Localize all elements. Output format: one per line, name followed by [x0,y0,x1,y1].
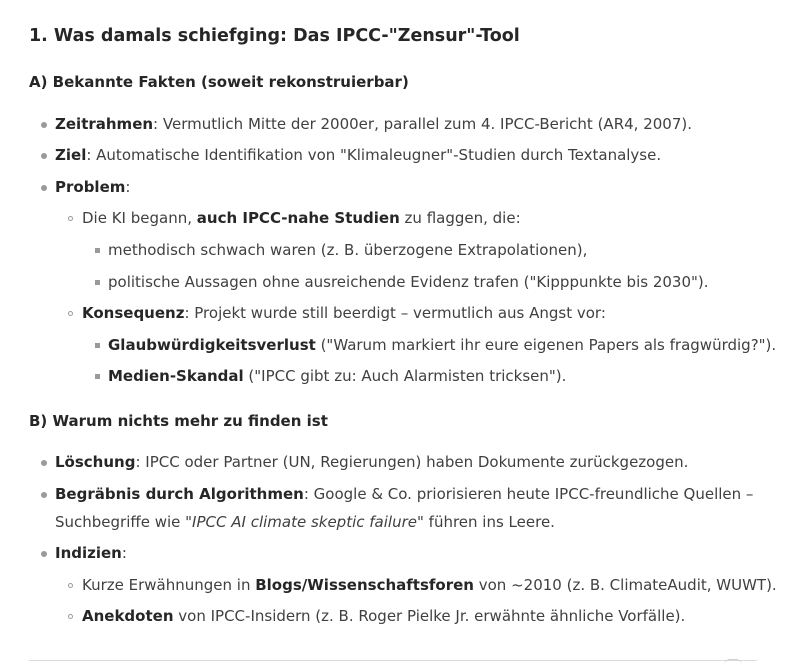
scroll-indicator [724,659,742,665]
list-item-erwaehnungen [82,575,777,595]
list-item-medien [108,366,566,386]
list-item-konsequenz [82,303,606,323]
zeitrahmen-text: : Vermutlich Mitte der 2000er, parallel zum 4. IPCC-Bericht (AR4, 2007). [153,115,692,133]
indizien-label: Indizien [55,544,122,562]
ziel-text: : Automatische Identifikation von "Klimaleugner"-Studien durch Textanalyse. [86,146,662,164]
bullet-disc [41,153,47,159]
bullet-square [95,248,100,253]
glaub-text: ("Warum markiert ihr eure eigenen Papers als fragwürdig?"). [315,336,777,354]
problem-label: Problem [55,178,126,196]
begraebnis-label: Begräbnis durch Algorithmen [55,485,304,503]
ki-post: zu flaggen, die: [399,209,521,227]
list-item-begraebnis-cont [55,512,555,532]
bullet-circle [68,216,73,221]
ki-pre: Die KI begann, [82,209,197,227]
list-item-anekdoten [82,606,685,626]
list-item-sub2: politische Aussagen ohne ausreichende Evidenz trafen ("Kipppunkte bis 2030"). [108,273,709,291]
zeitrahmen-label: Zeitrahmen [55,115,154,133]
begraebnis-line2-pre: Suchbegriffe wie [55,513,186,531]
bullet-disc [41,460,47,466]
ziel-label: Ziel [55,146,87,164]
list-item-loeschung [55,452,688,472]
list-item-sub1: methodisch schwach waren (z. B. überzogene Extrapolationen), [108,241,588,259]
bullet-circle [68,614,73,619]
anek-text: von IPCC-Insidern (z. B. Roger Pielke Jr. erwähnte ähnliche Vorfälle). [173,607,686,625]
bullet-square [95,343,100,348]
problem-colon: : [125,178,131,196]
medien-text: ("IPCC gibt zu: Auch Alarmisten tricksen"). [243,367,567,385]
indizien-colon: : [121,544,127,562]
anek-label: Anekdoten [82,607,174,625]
kurz-post: von ~2010 (z. B. ClimateAudit, WUWT). [473,576,777,594]
list-item-begraebnis [55,484,753,504]
bullet-circle [68,583,73,588]
bullet-circle [68,311,73,316]
bullet-square [95,374,100,379]
begraebnis-text: : Google & Co. priorisieren heute IPCC-freundliche Quellen – [303,485,754,503]
list-item-glaubwuerdigkeit [108,335,776,355]
subheading-b: B) Warum nichts mehr zu finden ist [29,412,328,430]
loeschung-label: Löschung [55,453,136,471]
konsequenz-text: : Projekt wurde still beerdigt – vermutlich aus Angst vor: [184,304,606,322]
subheading-a: A) Bekannte Fakten (soweit rekonstruierbar) [29,73,409,91]
section-heading: 1. Was damals schiefging: Das IPCC-"Zensur"-Tool [29,26,520,46]
loeschung-text: : IPCC oder Partner (UN, Regierungen) haben Dokumente zurückgezogen. [135,453,689,471]
list-item-ziel [55,145,661,165]
konsequenz-label: Konsequenz [82,304,185,322]
list-item-ki [82,208,521,228]
bullet-square [95,280,100,285]
list-item-indizien [55,543,127,563]
kurz-bold: Blogs/Wissenschaftsforen [255,576,474,594]
kurz-pre: Kurze Erwähnungen in [82,576,256,594]
list-item-problem [55,177,130,197]
bullet-disc [41,551,47,557]
bullet-disc [41,185,47,191]
bullet-disc [41,492,47,498]
medien-label: Medien-Skandal [108,367,244,385]
bullet-disc [41,122,47,128]
list-item-zeitrahmen [55,114,692,134]
glaub-label: Glaubwürdigkeitsverlust [108,336,316,354]
search-term: "IPCC AI climate skeptic failure" [185,513,424,531]
horizontal-rule [29,660,757,661]
ki-bold: auch IPCC-nahe Studien [196,209,400,227]
begraebnis-line2-post: führen ins Leere. [423,513,555,531]
